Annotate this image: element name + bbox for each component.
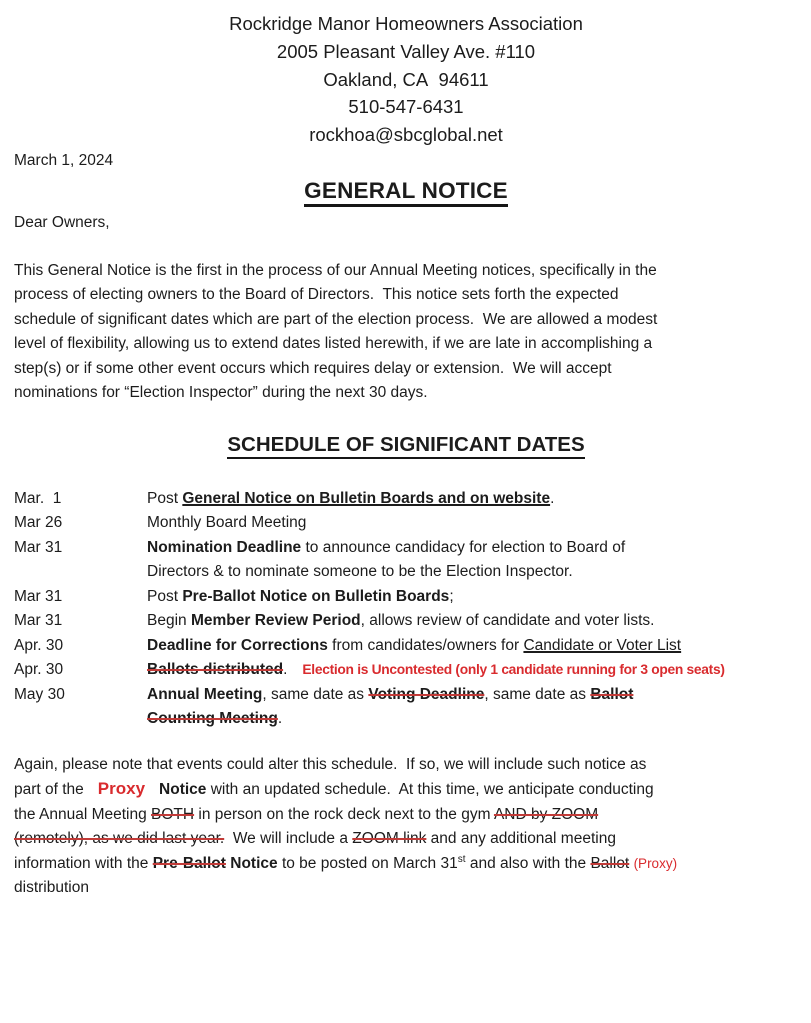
intro-paragraph: [14, 259, 798, 406]
text-segment: ;: [449, 587, 454, 605]
superscript-st: st: [457, 853, 466, 865]
text-segment: Post: [147, 587, 183, 605]
date-cell: Mar 31: [14, 612, 63, 630]
text-segment: in person on the rock deck next to the gym: [198, 805, 491, 823]
uncontested-election-note: Election is Uncontested (only 1 candidate running for 3 open seats): [302, 662, 725, 678]
proxy-insertion: Proxy: [97, 779, 146, 799]
bold-phrase: Notice: [159, 781, 207, 799]
text-segment: We will include a: [228, 830, 348, 848]
desc-cell: [147, 585, 798, 610]
page-title-text: GENERAL NOTICE: [304, 178, 508, 207]
phone-line: 510-547-6431: [348, 96, 464, 118]
schedule-heading: [14, 431, 798, 459]
text-segment: with an updated schedule. At this time, we anticipate conducting: [210, 781, 654, 799]
struck-and-by-zoom: AND by ZOOM: [493, 805, 599, 823]
date-cell: Mar 31: [14, 538, 63, 556]
desc-cell: [147, 609, 798, 634]
text-segment: the Annual Meeting: [14, 805, 147, 823]
intro-line: nominations for “Election Inspector” during the next 30 days.: [14, 384, 428, 402]
bold-phrase: Annual Meeting: [147, 685, 263, 703]
desc-cell: [147, 658, 798, 683]
bold-phrase: Nomination Deadline: [147, 538, 302, 556]
struck-zoom-link: ZOOM link: [352, 830, 427, 848]
text-segment: Post: [147, 489, 183, 507]
text-segment: part of the: [14, 781, 84, 799]
email-line: rockhoa@sbcglobal.net: [309, 124, 503, 146]
schedule-table: [14, 487, 798, 732]
schedule-row: [14, 634, 798, 659]
date-cell: Apr. 30: [14, 661, 64, 679]
text-segment: and any additional meeting: [430, 830, 616, 848]
underlined-phrase: Candidate or Voter List: [523, 636, 682, 654]
schedule-row: [14, 609, 798, 634]
underlined-bold-phrase: General Notice on Bulletin Boards and on website: [182, 489, 551, 507]
bold-phrase: Deadline for Corrections: [147, 636, 328, 654]
intro-line: schedule of significant dates which are part of the election process. We are allowed a modest: [14, 310, 658, 328]
text-segment: .: [277, 710, 283, 728]
struck-ballot-word: Ballot: [590, 854, 630, 872]
bold-phrase: Pre-Ballot Notice on Bulletin Boards: [182, 587, 450, 605]
schedule-heading-text: SCHEDULE OF SIGNIFICANT DATES: [227, 433, 584, 459]
schedule-row: [14, 536, 798, 585]
desc-cell: [147, 634, 798, 659]
desc-cell: [147, 511, 798, 536]
text-segment: .: [550, 489, 555, 507]
text-segment: to be posted on March 31: [281, 854, 458, 872]
text-segment: , same date as: [484, 685, 591, 703]
date-cell: Mar 26: [14, 514, 63, 532]
text-segment: and also with the: [469, 854, 587, 872]
text-segment: to announce candidacy for election to Board of: [301, 538, 626, 556]
text-segment: , same date as: [262, 685, 369, 703]
date-cell: May 30: [14, 685, 65, 703]
text-segment: information with the: [14, 854, 149, 872]
document-date: March 1, 2024: [14, 151, 114, 169]
date-cell: Mar 31: [14, 587, 63, 605]
struck-both: BOTH: [151, 805, 195, 823]
intro-line: step(s) or if some other event occurs which requires delay or extension. We will accept: [14, 359, 612, 377]
text-segment: Monthly Board Meeting: [147, 514, 307, 532]
bold-phrase: Notice: [230, 854, 278, 872]
text-segment: from candidates/owners for: [327, 636, 524, 654]
bold-phrase: Member Review Period: [190, 612, 361, 630]
schedule-row: [14, 487, 798, 512]
struck-ballot: Ballot: [590, 685, 634, 703]
text-segment: Begin: [147, 612, 191, 630]
schedule-row: [14, 585, 798, 610]
text-segment: distribution: [14, 879, 89, 897]
desc-cell: [147, 487, 798, 512]
org-name: Rockridge Manor Homeowners Association: [229, 13, 583, 34]
city-line: Oakland, CA 94611: [323, 68, 489, 90]
date-cell: Apr. 30: [14, 636, 64, 654]
desc-cell: [147, 683, 798, 732]
desc-cell: [147, 536, 798, 585]
text-segment: Again, please note that events could alter this schedule. If so, we will include such notice as: [14, 755, 647, 773]
intro-line: This General Notice is the first in the process of our Annual Meeting notices, specifically in the: [14, 261, 657, 279]
struck-ballots-distributed: Ballots distributed: [147, 661, 284, 679]
proxy-parenthetical: (Proxy): [633, 855, 678, 871]
struck-remotely-last-year: (remotely), as we did last year.: [14, 830, 225, 848]
struck-pre-ballot: Pre-Ballot: [152, 854, 226, 872]
text-segment: , allows review of candidate and voter lists.: [360, 612, 655, 630]
salutation: Dear Owners,: [14, 214, 110, 232]
struck-counting-meeting: Counting Meeting: [147, 710, 278, 728]
struck-voting-deadline: Voting Deadline: [368, 685, 485, 703]
schedule-row: [14, 683, 798, 732]
date-cell: Mar. 1: [14, 489, 62, 507]
schedule-row: [14, 658, 798, 683]
text-segment: .: [283, 661, 288, 679]
closing-paragraph: [14, 753, 798, 901]
page-title: [14, 176, 798, 205]
intro-line: process of electing owners to the Board of Directors. This notice sets forth the expected: [14, 286, 619, 304]
text-segment: Directors & to nominate someone to be the Election Inspector.: [147, 563, 573, 581]
address-line: 2005 Pleasant Valley Ave. #110: [276, 40, 536, 62]
letterhead: [14, 10, 798, 149]
schedule-row: [14, 511, 798, 536]
intro-line: level of flexibility, allowing us to extend dates listed herewith, if we are late in accomplishing a: [14, 335, 653, 353]
